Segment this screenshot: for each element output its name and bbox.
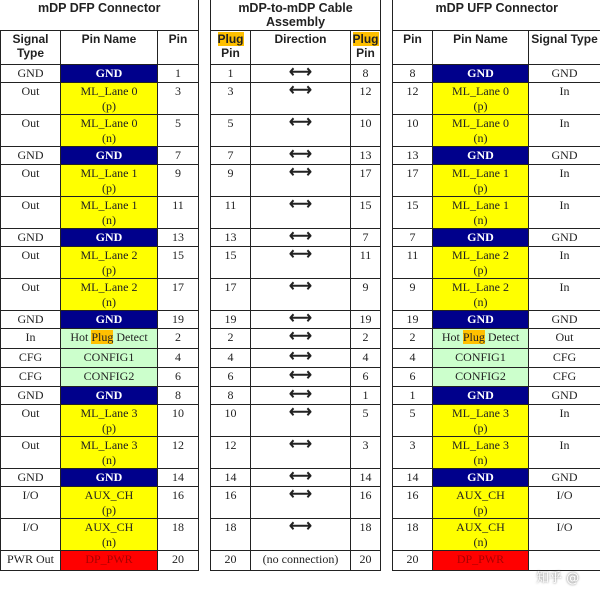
table-row <box>211 310 381 328</box>
pin-name-cell: GND <box>61 228 158 246</box>
pin-cell: 4 <box>158 348 199 367</box>
table-row <box>1 164 199 196</box>
pin-cell: 14 <box>393 468 433 486</box>
table-row <box>1 518 199 550</box>
dfp-title: mDP DFP Connector <box>1 0 199 30</box>
table-row <box>1 348 199 367</box>
table-row <box>211 164 381 196</box>
plug-pin-cell: 18 <box>211 518 251 550</box>
signal-type-cell: CFG <box>529 348 600 367</box>
table-row <box>211 404 381 436</box>
table-row <box>211 367 381 386</box>
header-pin: Pin <box>393 30 433 64</box>
header-direction: Direction <box>251 30 351 64</box>
pin-cell: 13 <box>158 228 199 246</box>
double-arrow-icon: ⟷ <box>251 196 351 228</box>
pin-name-cell: GND <box>61 386 158 404</box>
plug-pin-cell: 4 <box>351 348 381 367</box>
signal-type-cell: In <box>529 404 600 436</box>
table-row <box>393 486 600 518</box>
signal-type-cell: In <box>529 164 600 196</box>
pin-cell: 1 <box>393 386 433 404</box>
pin-name-cell: ML_Lane 1 (n) <box>61 196 158 228</box>
pin-word: Pin <box>356 45 375 60</box>
plug-pin-cell: 5 <box>351 404 381 436</box>
table-row <box>1 310 199 328</box>
header-plug-pin-left <box>211 30 251 64</box>
pin-name-cell: ML_Lane 0 (p) <box>61 82 158 114</box>
signal-type-cell: Out <box>1 404 61 436</box>
signal-type-cell: In <box>529 436 600 468</box>
table-row <box>1 436 199 468</box>
plug-pin-cell: 13 <box>351 146 381 164</box>
table-row <box>393 468 600 486</box>
plug-highlight: Plug <box>91 329 114 344</box>
pin-cell: 18 <box>393 518 433 550</box>
double-arrow-icon: ⟷ <box>251 348 351 367</box>
signal-type-cell: GND <box>1 228 61 246</box>
plug-pin-cell: 16 <box>211 486 251 518</box>
pin-name-cell: ML_Lane 2 (n) <box>433 278 529 310</box>
pin-name-cell: GND <box>61 64 158 82</box>
direction-cell: (no connection) <box>251 550 351 570</box>
pin-name-cell: ML_Lane 0 (p) <box>433 82 529 114</box>
plug-pin-cell: 10 <box>211 404 251 436</box>
table-row <box>211 278 381 310</box>
plug-pin-cell: 19 <box>211 310 251 328</box>
table-row <box>1 468 199 486</box>
signal-type-cell: PWR Out <box>1 550 61 570</box>
table-row <box>393 82 600 114</box>
pin-name-cell: ML_Lane 1 (n) <box>433 196 529 228</box>
signal-type-cell: GND <box>529 386 600 404</box>
pin-name-cell: ML_Lane 2 (n) <box>61 278 158 310</box>
table-row <box>1 386 199 404</box>
pin-cell: 17 <box>393 164 433 196</box>
signal-type-cell: I/O <box>1 518 61 550</box>
plug-pin-cell: 9 <box>211 164 251 196</box>
pin-cell: 9 <box>393 278 433 310</box>
double-arrow-icon: ⟷ <box>251 328 351 348</box>
signal-type-cell: GND <box>529 146 600 164</box>
pin-name-cell: AUX_CH (n) <box>61 518 158 550</box>
pin-word: Pin <box>221 45 240 60</box>
pin-name-cell: GND <box>61 146 158 164</box>
signal-type-cell: In <box>529 82 600 114</box>
table-row <box>1 246 199 278</box>
plug-pin-cell: 16 <box>351 486 381 518</box>
watermark: 知乎 @ <box>536 571 580 586</box>
signal-type-cell: GND <box>1 146 61 164</box>
double-arrow-icon: ⟷ <box>251 228 351 246</box>
table-row <box>1 367 199 386</box>
signal-type-cell: Out <box>1 82 61 114</box>
signal-type-cell: GND <box>1 386 61 404</box>
table-row <box>393 246 600 278</box>
table-row <box>1 228 199 246</box>
pin-cell: 6 <box>158 367 199 386</box>
table-row <box>211 468 381 486</box>
table-row <box>211 114 381 146</box>
plug-pin-cell: 7 <box>351 228 381 246</box>
pin-cell: 1 <box>158 64 199 82</box>
pin-cell: 7 <box>158 146 199 164</box>
plug-pin-cell: 17 <box>351 164 381 196</box>
pin-cell: 9 <box>158 164 199 196</box>
table-row <box>393 550 600 570</box>
pin-name-cell: Hot Plug Detect <box>61 328 158 348</box>
plug-pin-cell: 1 <box>351 386 381 404</box>
pin-name-cell: ML_Lane 3 (p) <box>433 404 529 436</box>
pin-cell: 10 <box>393 114 433 146</box>
double-arrow-icon: ⟷ <box>251 386 351 404</box>
cable-title: mDP-to-mDP Cable Assembly <box>211 0 381 30</box>
plug-pin-cell: 6 <box>211 367 251 386</box>
table-row <box>211 386 381 404</box>
pin-cell: 10 <box>158 404 199 436</box>
double-arrow-icon: ⟷ <box>251 64 351 82</box>
table-row <box>211 146 381 164</box>
pin-cell: 12 <box>158 436 199 468</box>
pin-cell: 11 <box>393 246 433 278</box>
pin-cell: 12 <box>393 82 433 114</box>
signal-type-cell: In <box>529 114 600 146</box>
pin-name-cell: AUX_CH (p) <box>433 486 529 518</box>
pin-cell: 15 <box>158 246 199 278</box>
plug-pin-cell: 10 <box>351 114 381 146</box>
plug-pin-cell: 12 <box>211 436 251 468</box>
pin-name-cell: GND <box>433 468 529 486</box>
table-row <box>1 486 199 518</box>
pin-cell: 17 <box>158 278 199 310</box>
plug-pin-cell: 12 <box>351 82 381 114</box>
pin-cell: 16 <box>393 486 433 518</box>
plug-pin-cell: 20 <box>211 550 251 570</box>
plug-pin-cell: 2 <box>351 328 381 348</box>
plug-pin-cell: 15 <box>351 196 381 228</box>
plug-pin-cell: 3 <box>351 436 381 468</box>
table-row <box>393 348 600 367</box>
plug-pin-cell: 3 <box>211 82 251 114</box>
signal-type-cell <box>529 550 600 570</box>
pin-cell: 20 <box>393 550 433 570</box>
pin-cell: 3 <box>158 82 199 114</box>
plug-pin-cell: 19 <box>351 310 381 328</box>
double-arrow-icon: ⟷ <box>251 114 351 146</box>
pin-name-cell: CONFIG1 <box>61 348 158 367</box>
plug-pin-cell: 11 <box>351 246 381 278</box>
table-row <box>393 328 600 348</box>
double-arrow-icon: ⟷ <box>251 468 351 486</box>
double-arrow-icon: ⟷ <box>251 486 351 518</box>
signal-type-cell: Out <box>1 164 61 196</box>
pin-cell: 13 <box>393 146 433 164</box>
pin-cell: 11 <box>158 196 199 228</box>
pin-cell: 14 <box>158 468 199 486</box>
signal-type-cell: Out <box>1 278 61 310</box>
plug-pin-cell: 13 <box>211 228 251 246</box>
table-row <box>393 310 600 328</box>
double-arrow-icon: ⟷ <box>251 404 351 436</box>
pin-name-cell: GND <box>61 310 158 328</box>
signal-type-cell: In <box>529 278 600 310</box>
pin-cell: 6 <box>393 367 433 386</box>
plug-pin-cell: 2 <box>211 328 251 348</box>
pin-name-cell: ML_Lane 0 (n) <box>433 114 529 146</box>
signal-type-cell: Out <box>529 328 600 348</box>
pin-name-cell: ML_Lane 3 (n) <box>433 436 529 468</box>
double-arrow-icon: ⟷ <box>251 146 351 164</box>
double-arrow-icon: ⟷ <box>251 164 351 196</box>
table-row <box>393 114 600 146</box>
table-row <box>393 518 600 550</box>
signal-type-cell: In <box>529 246 600 278</box>
pin-name-cell: ML_Lane 1 (p) <box>61 164 158 196</box>
table-row <box>211 518 381 550</box>
signal-type-cell: Out <box>1 246 61 278</box>
table-row <box>393 278 600 310</box>
table-row <box>211 64 381 82</box>
pin-cell: 8 <box>158 386 199 404</box>
double-arrow-icon: ⟷ <box>251 278 351 310</box>
plug-pin-cell: 7 <box>211 146 251 164</box>
signal-type-cell: GND <box>1 310 61 328</box>
pin-name-cell: GND <box>433 146 529 164</box>
table-row <box>393 228 600 246</box>
plug-pin-cell: 15 <box>211 246 251 278</box>
pin-name-cell: AUX_CH (n) <box>433 518 529 550</box>
signal-type-cell: GND <box>1 64 61 82</box>
plug-highlight: Plug <box>217 31 244 46</box>
table-row <box>211 436 381 468</box>
table-row <box>211 348 381 367</box>
table-row <box>393 64 600 82</box>
pin-name-cell: Hot Plug Detect <box>433 328 529 348</box>
table-row <box>393 386 600 404</box>
table-row <box>393 196 600 228</box>
table-row <box>1 114 199 146</box>
pin-name-cell: GND <box>433 228 529 246</box>
plug-pin-cell: 17 <box>211 278 251 310</box>
ufp-title: mDP UFP Connector <box>393 0 600 30</box>
signal-type-cell: CFG <box>1 348 61 367</box>
table-row <box>1 278 199 310</box>
double-arrow-icon: ⟷ <box>251 82 351 114</box>
dfp-connector-table <box>0 0 199 571</box>
plug-pin-cell: 14 <box>211 468 251 486</box>
ufp-connector-table <box>392 0 600 571</box>
pin-cell: 4 <box>393 348 433 367</box>
table-row <box>1 64 199 82</box>
signal-type-cell: GND <box>529 228 600 246</box>
header-pin-name: Pin Name <box>61 30 158 64</box>
table-row <box>393 367 600 386</box>
plug-pin-cell: 6 <box>351 367 381 386</box>
pin-name-cell: ML_Lane 1 (p) <box>433 164 529 196</box>
signal-type-cell: GND <box>1 468 61 486</box>
table-row <box>393 404 600 436</box>
pin-cell: 5 <box>158 114 199 146</box>
signal-type-cell: Out <box>1 436 61 468</box>
header-signal-type: Signal Type <box>529 30 600 64</box>
pin-cell: 19 <box>393 310 433 328</box>
table-row <box>1 550 199 570</box>
header-pin-name: Pin Name <box>433 30 529 64</box>
pin-cell: 3 <box>393 436 433 468</box>
pin-name-cell: DP_PWR <box>433 550 529 570</box>
plug-pin-cell: 11 <box>211 196 251 228</box>
table-row <box>211 196 381 228</box>
table-row <box>1 328 199 348</box>
plug-pin-cell: 8 <box>351 64 381 82</box>
signal-type-cell: In <box>529 196 600 228</box>
signal-type-cell: CFG <box>1 367 61 386</box>
table-row <box>1 404 199 436</box>
pin-cell: 19 <box>158 310 199 328</box>
signal-type-cell: I/O <box>529 518 600 550</box>
signal-type-cell: CFG <box>529 367 600 386</box>
pin-name-cell: ML_Lane 2 (p) <box>61 246 158 278</box>
signal-type-cell: I/O <box>1 486 61 518</box>
table-row <box>211 328 381 348</box>
pin-name-cell: CONFIG1 <box>433 348 529 367</box>
plug-pin-cell: 20 <box>351 550 381 570</box>
header-signal-type: Signal Type <box>1 30 61 64</box>
table-row <box>211 228 381 246</box>
header-pin: Pin <box>158 30 199 64</box>
pin-cell: 18 <box>158 518 199 550</box>
table-row <box>393 146 600 164</box>
pin-name-cell: CONFIG2 <box>433 367 529 386</box>
double-arrow-icon: ⟷ <box>251 436 351 468</box>
signal-type-cell: I/O <box>529 486 600 518</box>
pin-cell: 2 <box>393 328 433 348</box>
signal-type-cell: Out <box>1 114 61 146</box>
pin-cell: 5 <box>393 404 433 436</box>
signal-type-cell: GND <box>529 64 600 82</box>
plug-pin-cell: 8 <box>211 386 251 404</box>
pin-cell: 7 <box>393 228 433 246</box>
pin-cell: 20 <box>158 550 199 570</box>
table-row <box>211 82 381 114</box>
header-plug-pin-right <box>351 30 381 64</box>
signal-type-cell: GND <box>529 310 600 328</box>
double-arrow-icon: ⟷ <box>251 246 351 278</box>
plug-highlight: Plug <box>352 31 379 46</box>
pin-name-cell: ML_Lane 2 (p) <box>433 246 529 278</box>
plug-pin-cell: 5 <box>211 114 251 146</box>
table-row <box>1 146 199 164</box>
pin-cell: 15 <box>393 196 433 228</box>
pin-name-cell: AUX_CH (p) <box>61 486 158 518</box>
cable-assembly-table <box>210 0 381 571</box>
plug-pin-cell: 1 <box>211 64 251 82</box>
pin-cell: 16 <box>158 486 199 518</box>
pin-cell: 8 <box>393 64 433 82</box>
plug-highlight: Plug <box>462 329 485 344</box>
pin-name-cell: GND <box>61 468 158 486</box>
pin-name-cell: ML_Lane 3 (p) <box>61 404 158 436</box>
pin-name-cell: DP_PWR <box>61 550 158 570</box>
signal-type-cell: GND <box>529 468 600 486</box>
pin-name-cell: GND <box>433 386 529 404</box>
pin-name-cell: GND <box>433 64 529 82</box>
signal-type-cell: Out <box>1 196 61 228</box>
double-arrow-icon: ⟷ <box>251 367 351 386</box>
table-row <box>1 196 199 228</box>
plug-pin-cell: 4 <box>211 348 251 367</box>
double-arrow-icon: ⟷ <box>251 310 351 328</box>
table-row <box>1 82 199 114</box>
table-row <box>393 436 600 468</box>
pin-name-cell: ML_Lane 0 (n) <box>61 114 158 146</box>
pin-name-cell: CONFIG2 <box>61 367 158 386</box>
pin-cell: 2 <box>158 328 199 348</box>
table-row <box>393 164 600 196</box>
pin-name-cell: GND <box>433 310 529 328</box>
plug-pin-cell: 18 <box>351 518 381 550</box>
plug-pin-cell: 9 <box>351 278 381 310</box>
double-arrow-icon: ⟷ <box>251 518 351 550</box>
table-row <box>211 486 381 518</box>
table-row <box>211 550 381 570</box>
signal-type-cell: In <box>1 328 61 348</box>
pin-name-cell: ML_Lane 3 (n) <box>61 436 158 468</box>
plug-pin-cell: 14 <box>351 468 381 486</box>
table-row <box>211 246 381 278</box>
